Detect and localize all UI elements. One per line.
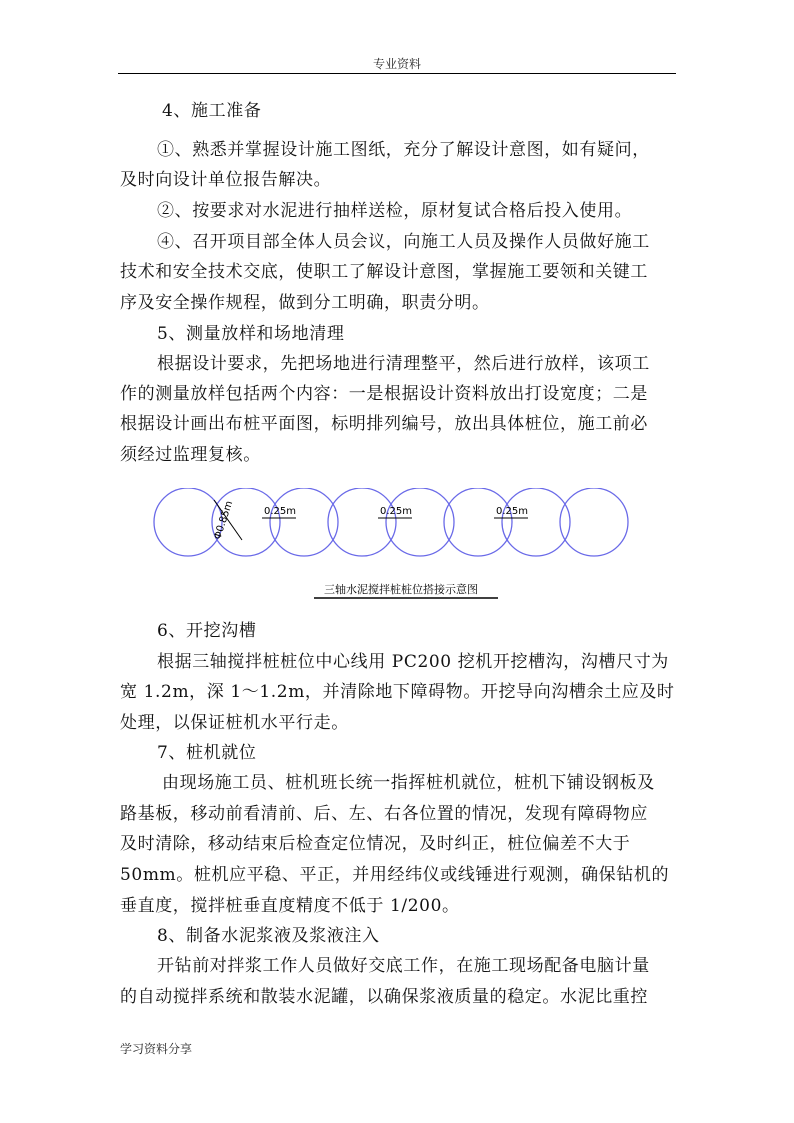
- section-heading-5: 5、测量放样和场地清理: [157, 324, 345, 344]
- diagram-caption: 三轴水泥搅拌桩桩位搭接示意图: [324, 583, 478, 596]
- paragraph-line: 技术和安全技术交底，使职工了解设计意图，掌握施工要领和关键工: [120, 262, 648, 282]
- paragraph-line: 及时清除，移动结束后检查定位情况，及时纠正，桩位偏差不大于: [120, 834, 631, 854]
- pile-overlap-diagram: [150, 488, 650, 608]
- header-rule: [118, 73, 676, 74]
- paragraph-line: 根据设计画出布桩平面图，标明排列编号，放出具体桩位，施工前必: [120, 414, 648, 434]
- section-heading-8: 8、制备水泥浆液及浆液注入: [157, 926, 380, 946]
- paragraph-line: 的自动搅拌系统和散装水泥罐，以确保浆液质量的稳定。水泥比重控: [120, 987, 648, 1007]
- paragraph-line: ②、按要求对水泥进行抽样送检，原材复试合格后投入使用。: [157, 201, 633, 221]
- overlap-mark-3: [494, 506, 528, 518]
- overlap-mark-1: [262, 506, 296, 518]
- paragraph-line: 作的测量放样包括两个内容：一是根据设计资料放出打设宽度；二是: [120, 384, 648, 404]
- paragraph-line: 宽 1.2m，深 1～1.2m，并清除地下障碍物。开挖导向沟槽余土应及时: [120, 682, 675, 702]
- overlap-label: 0.25m: [264, 506, 297, 517]
- overlap-label: 0.25m: [496, 506, 529, 517]
- paragraph-line: 开钻前对拌浆工作人员做好交底工作，在施工现场配备电脑计量: [157, 956, 650, 976]
- section-heading-7: 7、桩机就位: [157, 743, 257, 763]
- overlap-label: 0.25m: [380, 506, 413, 517]
- paragraph-line: 序及安全操作规程，做到分工明确，职责分明。: [120, 293, 490, 313]
- section-heading-6: 6、开挖沟槽: [157, 621, 257, 641]
- paragraph-line: ①、熟悉并掌握设计施工图纸，充分了解设计意图，如有疑问，: [157, 140, 650, 160]
- paragraph-line: 路基板，移动前看清前、后、左、右各位置的情况，发现有障碍物应: [120, 804, 648, 824]
- diameter-label: Φ0.85m: [212, 499, 236, 541]
- overlap-mark-2: [378, 506, 412, 518]
- paragraph-line: 垂直度，搅拌桩垂直度精度不低于 1/200。: [120, 896, 460, 916]
- paragraph-line: 50mm。桩机应平稳、平正，并用经纬仪或线锤进行观测，确保钻机的: [120, 865, 670, 885]
- page-header: 专业资料: [372, 57, 421, 71]
- paragraph-line: 根据设计要求，先把场地进行清理整平，然后进行放样，该项工: [157, 354, 650, 374]
- paragraph-line: ④、召开项目部全体人员会议，向施工人员及操作人员做好施工: [157, 232, 650, 252]
- page-footer: 学习资料分享: [120, 1042, 193, 1056]
- paragraph-line: 由现场施工员、桩机班长统一指挥桩机就位，桩机下铺设钢板及: [162, 773, 655, 793]
- paragraph-line: 处理，以保证桩机水平行走。: [120, 713, 349, 733]
- paragraph-line: 及时向设计单位报告解决。: [120, 170, 332, 190]
- paragraph-line: 须经过监理复核。: [120, 445, 261, 465]
- section-heading-4: 4、施工准备: [162, 101, 262, 121]
- paragraph-line: 根据三轴搅拌桩桩位中心线用 PC200 挖机开挖槽沟，沟槽尺寸为: [157, 652, 669, 672]
